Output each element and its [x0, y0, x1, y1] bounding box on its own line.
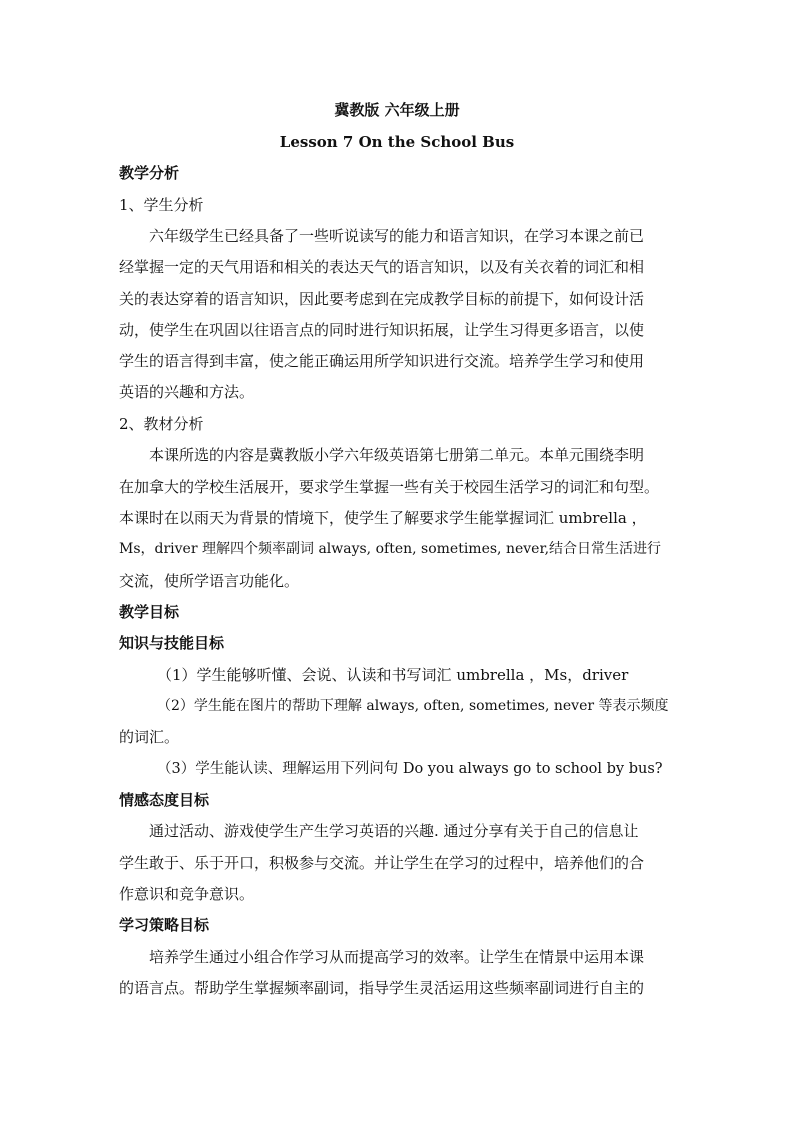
strategy-line-2: 的语言点。帮助学生掌握频率副词，指导学生灵活运用这些频率副词进行自主的 [119, 979, 645, 997]
section-heading-analysis: 教学分析 [119, 164, 180, 182]
student-line-1: 六年级学生已经具备了一些听说读写的能力和语言知识，在学习本课之前已 [149, 227, 645, 245]
knowledge-item-2-cont: 的词汇。 [119, 728, 180, 746]
knowledge-item-1: （1）学生能够听懂、会说、认读和书写词汇 umbrella ，Ms，driver [157, 666, 629, 684]
subheading-material-analysis: 2、教材分析 [119, 415, 204, 433]
material-line-3: 本课时在以雨天为背景的情境下，使学生了解要求学生能掌握词汇 umbrella ， [119, 509, 647, 527]
strategy-line-1: 培养学生通过小组合作学习从而提高学习的效率。让学生在情景中运用本课 [149, 948, 645, 966]
material-line-5: 交流，使所学语言功能化。 [119, 572, 300, 590]
material-line-1: 本课所选的内容是冀教版小学六年级英语第七册第二单元。本单元围绕李明 [149, 446, 645, 464]
subheading-strategy-goals: 学习策略目标 [119, 916, 210, 934]
student-line-4: 动，使学生在巩固以往语言点的同时进行知识拓展，让学生习得更多语言，以使 [119, 321, 645, 339]
student-line-3: 关的表达穿着的语言知识，因此要考虑到在完成教学目标的前提下，如何设计活 [119, 290, 645, 308]
subheading-emotion-goals: 情感态度目标 [119, 791, 210, 809]
emotion-line-3: 作意识和竞争意识。 [119, 885, 255, 903]
subheading-student-analysis: 1、学生分析 [119, 196, 204, 214]
subheading-knowledge-goals: 知识与技能目标 [119, 634, 225, 652]
lesson-title: Lesson 7 On the School Bus [279, 133, 515, 151]
student-line-2: 经掌握一定的天气用语和相关的表达天气的语言知识，以及有关衣着的词汇和相 [119, 258, 645, 276]
knowledge-item-3: （3）学生能认读、理解运用下列问句 Do you always go to school by bus? [157, 761, 663, 777]
emotion-line-1: 通过活动、游戏使学生产生学习英语的兴趣. 通过分享有关于自己的信息让 [149, 822, 639, 840]
student-line-5: 学生的语言得到丰富，使之能正确运用所学知识进行交流。培养学生学习和使用 [119, 352, 645, 370]
document-title: 冀教版 六年级上册 [334, 101, 460, 119]
emotion-line-2: 学生敢于、乐于开口，积极参与交流。并让学生在学习的过程中，培养他们的合 [119, 854, 645, 872]
material-line-2: 在加拿大的学校生活展开，要求学生掌握一些有关于校园生活学习的词汇和句型。 [119, 478, 660, 496]
material-line-4: Ms，driver 理解四个频率副词 always, often, sometimes, never,结合日常生活进行 [119, 541, 662, 557]
knowledge-item-2: （2）学生能在图片的帮助下理解 always, often, sometimes, never 等表示频度 [157, 698, 669, 714]
student-line-6: 英语的兴趣和方法。 [119, 383, 255, 401]
section-heading-goals: 教学目标 [119, 603, 180, 621]
